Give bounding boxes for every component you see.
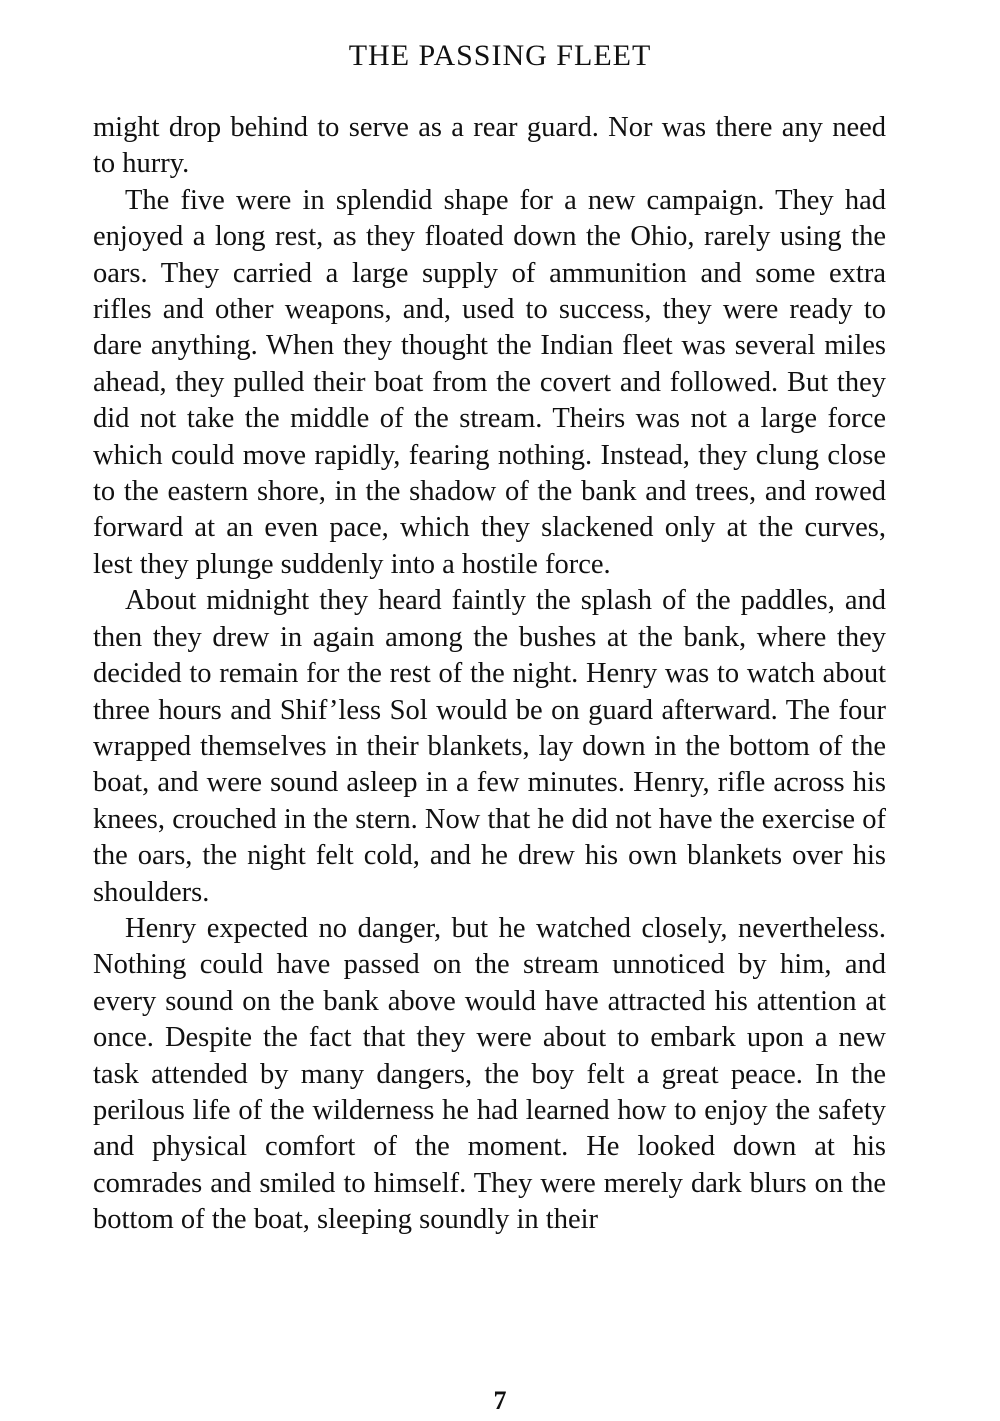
paragraph-2: The five were in splendid shape for a new campaign. They had enjoyed a long rest, as they floated down the Ohio, rarely using the oars. They carried a large supply of ammunition and some extra rifles and other weapons, and, used to success, they were ready to dare anything. When they thought the Indian fleet was several miles ahead, they pulled their boat from the covert and followed. But they did not take the middle of the stream. Theirs was not a large force which could move rapidly, fearing nothing. Instead, they clung close to the eastern shore, in the shadow of the bank and trees, and rowed forward at an even pace, which they slackened only at the curves, lest they plunge suddenly into a hostile force. — [93, 184, 886, 580]
body-text — [93, 110, 886, 1239]
paragraph-1: might drop behind to serve as a rear guard. Nor was there any need to hurry. — [93, 112, 886, 180]
page-number: 7 — [493, 1386, 507, 1415]
paragraph-3: About midnight they heard faintly the splash of the paddles, and then they drew in again among the bushes at the bank, where they decided to remain for the rest of the night. Henry was to watch about three hours and Shif’less Sol would be on guard afterward. The four wrapped themselves in their blankets, lay down in the bottom of the boat, and were sound asleep in a few minutes. Henry, rifle across his knees, crouched in the stern. Now that he did not have the exercise of the oars, the night felt cold, and he drew his own blankets over his shoulders. — [93, 585, 886, 908]
paragraph-4: Henry expected no danger, but he watched closely, nevertheless. Nothing could have passed on the stream unnoticed by him, and every sound on the bank above would have attracted his attention at once. Despite the fact that they were about to embark upon a new task attended by many dangers, the boy felt a great peace. In the perilous life of the wilderness he had learned how to enjoy the safety and physical comfort of the moment. He looked down at his comrades and smiled to himself. They were merely dark blurs on the bottom of the boat, sleeping soundly in their — [93, 912, 886, 1236]
running-head: THE PASSING FLEET — [348, 39, 652, 72]
